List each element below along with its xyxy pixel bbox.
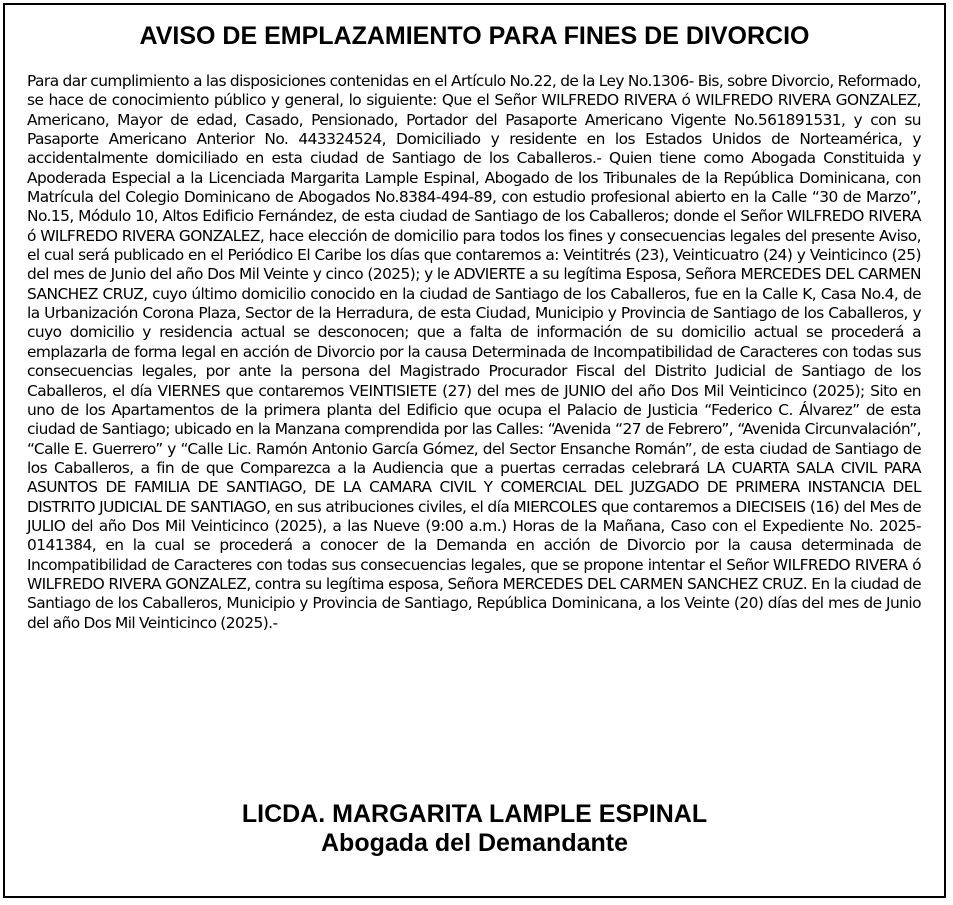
signature-name: LICDA. MARGARITA LAMPLE ESPINAL bbox=[241, 800, 708, 828]
signature-role: Abogada del Demandante bbox=[321, 829, 628, 857]
signature-block bbox=[0, 800, 949, 858]
notice-title: AVISO DE EMPLAZAMIENTO PARA FINES DE DIVORCIO bbox=[139, 22, 810, 50]
notice-body bbox=[27, 72, 921, 633]
notice-body-paragraph: Para dar cumplimiento a las disposiciones contenidas en el Artículo No.22, de la Ley No.1306- Bis, sobre Divorcio, Reformado, se hace de conocimiento público y general, lo siguiente: Que el Señor WILFREDO RIVERA ó WILFREDO RIVERA GONZALEZ, Americano, Mayor de edad, Casado, Pensionado, Portador del Pasaporte Americano Vigente No.561891531, y con su Pasaporte Americano Anterior No. 443324524, Domiciliado y residente en los Estados Unidos de Norteamérica, y accidentalmente domiciliado en esta ciudad de Santiago de los Caballeros.- Quien tiene como Abogada Constituida y Apoderada Especial a la Licenciada Margarita Lample Espinal, Abogado de los Tribunales de la República Dominicana, con Matrícula del Colegio Dominicano de Abogados No.8384-494-89, con estudio profesional abierto en la Calle “30 de Marzo”, No.15, Módulo 10, Altos Edificio Fernández, de esta ciudad de Santiago de los Caballeros; donde el Señor WILFREDO RIVERA ó WILFREDO RIVERA GONZALEZ, hace elección de domicilio para todos los fines y consecuencias legales del presente Aviso, el cual será publicado en el Periódico El Caribe los días que contaremos a: Veintitrés (23), Veinticuatro (24) y Veinticinco (25) del mes de Junio del año Dos Mil Veinte y cinco (2025); y le ADVIERTE a su legítima Esposa, Señora MERCEDES DEL CARMEN SANCHEZ CRUZ, cuyo último domicilio conocido en la ciudad de Santiago de los Caballeros, fue en la Calle K, Casa No.4, de la Urbanización Corona Plaza, Sector de la Herradura, de esta Ciudad, Municipio y Provincia de Santiago de los Caballeros, y cuyo domicilio y residencia actual se desconocen; que a falta de información de su domicilio actual se procederá a emplazarla de forma legal en acción de Divorcio por la causa Determinada de Incompatibilidad de Caracteres con todas sus consecuencias legales, por ante la persona del Magistrado Procurador Fiscal del Distrito Judicial de Santiago de los Caballeros, el día VIERNES que contaremos VEINTISIETE (27) del mes de JUNIO del año Dos Mil Veinticinco (2025); Sito en uno de los Apartamentos de la primera planta del Edificio que ocupa el Palacio de Justicia “Federico C. Álvarez” de esta ciudad de Santiago; ubicado en la Manzana comprendida por las Calles: “Avenida “27 de Febrero”, “Avenida Circunvalación”, “Calle E. Guerrero” y “Calle Lic. Ramón Antonio García Gómez, del Sector Ensanche Román”, de esta ciudad de Santiago de los Caballeros, a fin de que Comparezca a la Audiencia que a puertas cerradas celebrará LA CUARTA SALA CIVIL PARA ASUNTOS DE FAMILIA DE SANTIAGO, DE LA CAMARA CIVIL Y COMERCIAL DEL JUZGADO DE PRIMERA INSTANCIA DEL DISTRITO JUDICIAL DE SANTIAGO, en sus atribuciones civiles, el día MIERCOLES que contaremos a DIECISEIS (16) del Mes de JULIO del año Dos Mil Veinticinco (2025), a las Nueve (9:00 a.m.) Horas de la Mañana, Caso con el Expediente No. 2025-0141384, en la cual se procederá a conocer de la Demanda en acción de Divorcio por la causa determinada de Incompatibilidad de Caracteres con todas sus consecuencias legales, que se propone intentar el Señor WILFREDO RIVERA ó WILFREDO RIVERA GONZALEZ, contra su legítima esposa, Señora MERCEDES DEL CARMEN SANCHEZ CRUZ. En la ciudad de Santiago de los Caballeros, Municipio y Provincia de Santiago, República Dominicana, a los Veinte (20) días del mes de Junio del año Dos Mil Veinticinco (2025).- bbox=[27, 72, 921, 632]
